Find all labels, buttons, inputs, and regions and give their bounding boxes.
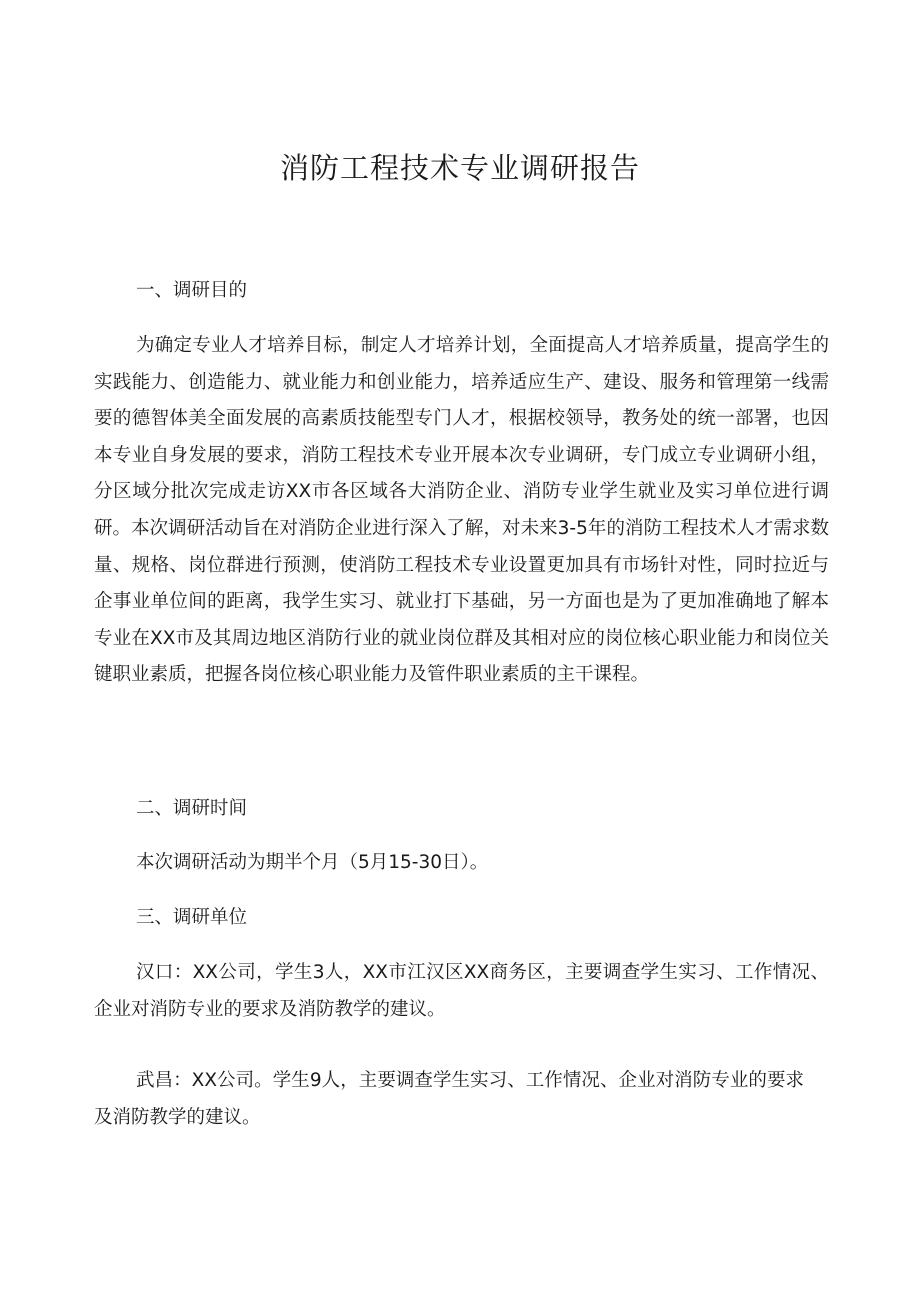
- section-paragraph-time: 本次调研活动为期半个月（5月15-30日）。: [136, 852, 489, 873]
- document-title: 消防工程技术专业调研报告: [279, 151, 640, 185]
- section-paragraph-wuchang: 武昌：XX公司。学生9人，主要调查学生实习、工作情况、企业对消防专业的要求及消防教学的建议。: [94, 1070, 804, 1128]
- section-paragraph-hankou: 汉口：XX公司，学生3人，XX市江汉区XX商务区，主要调查学生实习、工作情况、企业对消防专业的要求及消防教学的建议。: [94, 962, 829, 1020]
- section-heading-units: 三、调研单位: [136, 907, 248, 928]
- section-paragraph-purpose: 为确定专业人才培养目标，制定人才培养计划，全面提高人才培养质量，提高学生的实践能力、创造能力、就业能力和创业能力，培养适应生产、建设、服务和管理第一线需要的德智体美全面发展的高素质技能型专门人才，根据校领导，教务处的统一部署，也因本专业自身发展的要求，消防工程技术专业开展本次专业调研，专门成立专业调研小组，分区域分批次完成走访XX市各区域各大消防企业、消防专业学生就业及实习单位进行调研。本次调研活动旨在对消防企业进行深入了解，对未来3-5年的消防工程技术人才需求数量、规格、岗位群进行预测，使消防工程技术专业设置更加具有市场针对性，同时拉近与企事业单位间的距离，我学生实习、就业打下基础，另一方面也是为了更加准确地了解本专业在XX市及其周边地区消防行业的就业岗位群及其相对应的岗位核心职业能力和岗位关键职业素质，把握各岗位核心职业能力及管件职业素质的主干课程。: [94, 335, 829, 686]
- section-heading-time: 二、调研时间: [136, 798, 248, 819]
- section-heading-purpose: 一、调研目的: [136, 280, 248, 301]
